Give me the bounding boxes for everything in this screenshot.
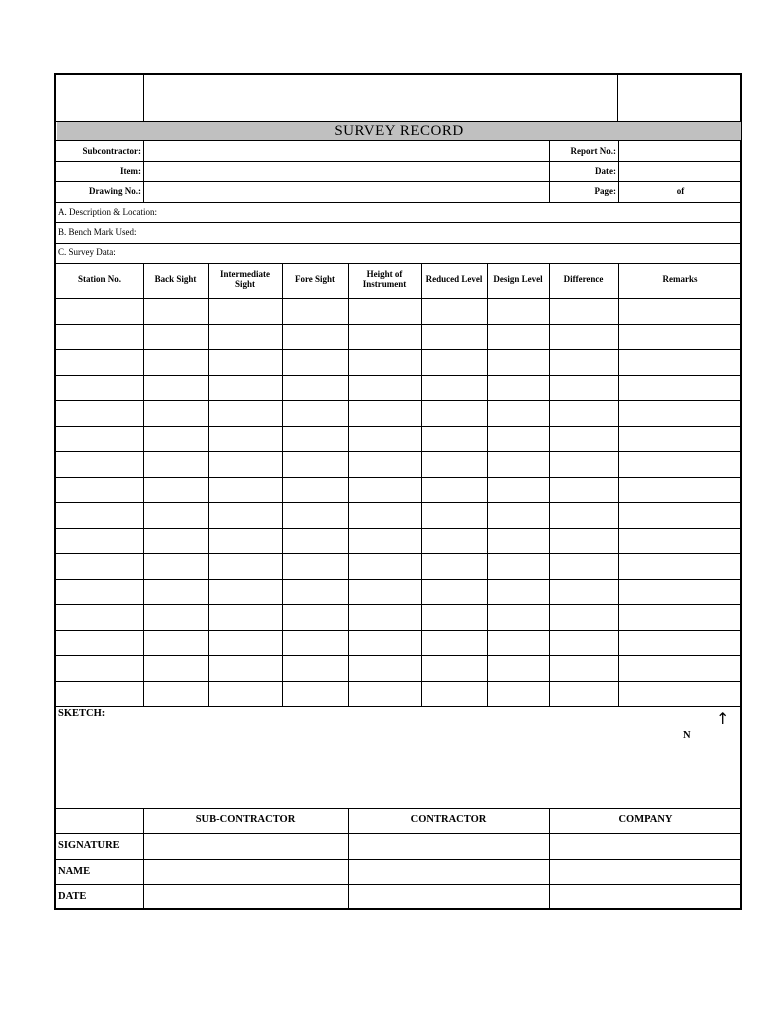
table-cell[interactable]: [144, 452, 208, 477]
table-cell[interactable]: [209, 605, 282, 630]
table-cell[interactable]: [488, 478, 549, 503]
table-cell[interactable]: [283, 401, 348, 426]
table-cell[interactable]: [283, 682, 348, 707]
table-cell[interactable]: [619, 529, 742, 554]
table-cell[interactable]: [422, 478, 487, 503]
survey-record-form: [54, 73, 742, 910]
table-cell[interactable]: [488, 325, 549, 350]
item-label: Item:: [120, 166, 141, 176]
table-cell[interactable]: [488, 452, 549, 477]
table-cell[interactable]: [488, 350, 549, 375]
table-cell[interactable]: [488, 376, 549, 401]
table-cell[interactable]: [283, 376, 348, 401]
table-cell[interactable]: [57, 631, 143, 656]
col-header-remarks: Remarks: [662, 274, 698, 284]
table-cell[interactable]: [144, 605, 208, 630]
table-cell[interactable]: [550, 376, 618, 401]
name-label: NAME: [58, 866, 91, 877]
table-cell[interactable]: [283, 299, 348, 324]
table-cell[interactable]: [283, 631, 348, 656]
table-cell[interactable]: [349, 503, 421, 528]
drawing-no-field[interactable]: [144, 182, 548, 202]
table-cell[interactable]: [57, 452, 143, 477]
header-divider-right: [617, 75, 618, 121]
form-title: SURVEY RECORD: [57, 122, 741, 140]
table-cell[interactable]: [619, 631, 742, 656]
table-cell[interactable]: [57, 682, 143, 707]
table-cell[interactable]: [619, 656, 742, 681]
col-header-fore-sight: Fore Sight: [294, 274, 336, 284]
table-cell[interactable]: [144, 325, 208, 350]
table-cell[interactable]: [349, 478, 421, 503]
table-cell[interactable]: [283, 580, 348, 605]
table-cell[interactable]: [550, 529, 618, 554]
table-cell[interactable]: [349, 529, 421, 554]
party-company: COMPANY: [618, 814, 673, 825]
table-cell[interactable]: [550, 605, 618, 630]
table-cell[interactable]: [144, 503, 208, 528]
table-cell[interactable]: [209, 376, 282, 401]
col-header-height-instrument-1: Height of: [366, 269, 403, 279]
table-cell[interactable]: [619, 682, 742, 707]
table-cell[interactable]: [144, 580, 208, 605]
col-header-design-level: Design Level: [493, 274, 543, 284]
table-cell[interactable]: [283, 503, 348, 528]
sketch-area[interactable]: [57, 723, 741, 807]
table-cell[interactable]: [422, 299, 487, 324]
table-cell[interactable]: [209, 401, 282, 426]
table-cell[interactable]: [619, 299, 742, 324]
table-cell[interactable]: [144, 631, 208, 656]
table-cell[interactable]: [349, 401, 421, 426]
table-cell[interactable]: [488, 580, 549, 605]
table-cell[interactable]: [550, 350, 618, 375]
table-cell[interactable]: [619, 580, 742, 605]
table-cell[interactable]: [144, 656, 208, 681]
table-cell[interactable]: [209, 580, 282, 605]
table-cell[interactable]: [422, 529, 487, 554]
table-cell[interactable]: [283, 478, 348, 503]
table-cell[interactable]: [619, 478, 742, 503]
row-line: [56, 222, 742, 223]
table-cell[interactable]: [349, 427, 421, 452]
date-label: Date:: [595, 166, 616, 176]
drawing-no-label: Drawing No.:: [89, 186, 141, 196]
table-cell[interactable]: [422, 401, 487, 426]
table-cell[interactable]: [422, 376, 487, 401]
table-cell[interactable]: [488, 503, 549, 528]
table-cell[interactable]: [57, 656, 143, 681]
report-no-label: Report No.:: [570, 146, 616, 156]
page-label: Page:: [594, 186, 616, 196]
col-header-intermediate-sight-2: Sight: [234, 279, 255, 289]
table-cell[interactable]: [550, 656, 618, 681]
table-cell[interactable]: [57, 299, 143, 324]
sketch-bottom-line: [56, 808, 742, 809]
table-cell[interactable]: [422, 631, 487, 656]
table-cell[interactable]: [144, 529, 208, 554]
col-header-height-instrument-2: Instrument: [362, 279, 407, 289]
description-location-label: A. Description & Location:: [58, 207, 157, 217]
table-cell[interactable]: [57, 503, 143, 528]
table-cell[interactable]: [144, 376, 208, 401]
table-cell[interactable]: [488, 529, 549, 554]
table-cell[interactable]: [57, 325, 143, 350]
col-header-difference: Difference: [563, 274, 604, 284]
row-line: [56, 859, 742, 860]
table-cell[interactable]: [619, 427, 742, 452]
row-line: [56, 202, 742, 203]
header-divider-left: [143, 75, 144, 121]
table-cell[interactable]: [619, 350, 742, 375]
page-of-text: of: [676, 186, 685, 196]
table-cell[interactable]: [550, 427, 618, 452]
north-label: N: [683, 730, 691, 741]
table-cell[interactable]: [422, 350, 487, 375]
table-cell[interactable]: [144, 478, 208, 503]
table-cell[interactable]: [57, 427, 143, 452]
col-header-reduced-level: Reduced Level: [425, 274, 483, 284]
table-cell[interactable]: [349, 631, 421, 656]
table-cell[interactable]: [349, 682, 421, 707]
table-cell[interactable]: [209, 503, 282, 528]
table-cell[interactable]: [57, 529, 143, 554]
table-cell[interactable]: [619, 401, 742, 426]
signature-label: SIGNATURE: [58, 840, 120, 851]
table-cell[interactable]: [283, 325, 348, 350]
row-line: [56, 243, 742, 244]
table-cell[interactable]: [209, 452, 282, 477]
table-cell[interactable]: [422, 452, 487, 477]
table-cell[interactable]: [488, 427, 549, 452]
table-cell[interactable]: [57, 350, 143, 375]
table-cell[interactable]: [209, 682, 282, 707]
table-cell[interactable]: [209, 350, 282, 375]
table-cell[interactable]: [57, 554, 143, 579]
subcontractor-label: Subcontractor:: [82, 146, 141, 156]
survey-data-table: [56, 263, 742, 706]
table-cell[interactable]: [619, 376, 742, 401]
table-cell[interactable]: [209, 478, 282, 503]
table-cell[interactable]: [550, 631, 618, 656]
col-header-intermediate-sight-1: Intermediate: [220, 269, 270, 279]
table-cell[interactable]: [488, 554, 549, 579]
table-cell[interactable]: [349, 605, 421, 630]
table-cell[interactable]: [422, 554, 487, 579]
table-cell[interactable]: [619, 605, 742, 630]
report-no-field[interactable]: [619, 141, 742, 161]
table-cell[interactable]: [349, 554, 421, 579]
table-cell[interactable]: [488, 605, 549, 630]
table-cell[interactable]: [349, 452, 421, 477]
table-cell[interactable]: [619, 554, 742, 579]
col-header-station: Station No.: [77, 274, 121, 284]
table-cell[interactable]: [550, 478, 618, 503]
table-cell[interactable]: [209, 529, 282, 554]
table-cell[interactable]: [422, 427, 487, 452]
table-cell[interactable]: [57, 605, 143, 630]
party-sub-contractor: SUB-CONTRACTOR: [195, 814, 296, 825]
table-cell[interactable]: [283, 427, 348, 452]
table-cell[interactable]: [144, 682, 208, 707]
table-cell[interactable]: [57, 376, 143, 401]
table-cell[interactable]: [209, 631, 282, 656]
table-cell[interactable]: [422, 325, 487, 350]
table-cell[interactable]: [144, 401, 208, 426]
table-cell[interactable]: [349, 325, 421, 350]
table-cell[interactable]: [488, 631, 549, 656]
table-cell[interactable]: [57, 580, 143, 605]
table-cell[interactable]: [422, 682, 487, 707]
table-cell[interactable]: [283, 350, 348, 375]
table-cell[interactable]: [209, 299, 282, 324]
table-cell[interactable]: [283, 605, 348, 630]
table-cell[interactable]: [550, 325, 618, 350]
table-cell[interactable]: [283, 529, 348, 554]
north-arrow-icon: ↑: [716, 709, 730, 728]
table-cell[interactable]: [550, 299, 618, 324]
sketch-top-line: [56, 706, 742, 707]
table-cell[interactable]: [550, 554, 618, 579]
table-cell[interactable]: [144, 299, 208, 324]
table-cell[interactable]: [349, 350, 421, 375]
table-cell[interactable]: [488, 656, 549, 681]
table-cell[interactable]: [550, 401, 618, 426]
bench-mark-label: B. Bench Mark Used:: [58, 227, 137, 237]
table-cell[interactable]: [57, 401, 143, 426]
table-cell[interactable]: [619, 503, 742, 528]
table-cell[interactable]: [488, 401, 549, 426]
sketch-label: SKETCH:: [58, 708, 106, 719]
table-cell[interactable]: [550, 682, 618, 707]
table-cell[interactable]: [488, 299, 549, 324]
table-cell[interactable]: [619, 452, 742, 477]
table-cell[interactable]: [422, 580, 487, 605]
date-row-label: DATE: [58, 891, 87, 902]
table-cell[interactable]: [550, 580, 618, 605]
subcontractor-field[interactable]: [144, 141, 548, 161]
table-cell[interactable]: [550, 503, 618, 528]
table-cell[interactable]: [144, 554, 208, 579]
table-cell[interactable]: [57, 478, 143, 503]
party-contractor: CONTRACTOR: [410, 814, 487, 825]
col-header-back-sight: Back Sight: [154, 274, 197, 284]
item-field[interactable]: [144, 162, 548, 181]
table-cell[interactable]: [283, 554, 348, 579]
table-cell[interactable]: [422, 503, 487, 528]
table-cell[interactable]: [209, 554, 282, 579]
table-cell[interactable]: [283, 452, 348, 477]
table-cell[interactable]: [422, 656, 487, 681]
date-field[interactable]: [619, 162, 742, 181]
survey-data-label: C. Survey Data:: [58, 247, 116, 257]
table-cell[interactable]: [209, 427, 282, 452]
table-cell[interactable]: [349, 299, 421, 324]
table-cell[interactable]: [619, 325, 742, 350]
table-cell[interactable]: [209, 656, 282, 681]
table-cell[interactable]: [144, 350, 208, 375]
table-cell[interactable]: [144, 427, 208, 452]
row-line: [56, 833, 742, 834]
table-cell[interactable]: [550, 452, 618, 477]
table-cell[interactable]: [283, 656, 348, 681]
table-cell[interactable]: [422, 605, 487, 630]
table-cell[interactable]: [349, 656, 421, 681]
table-cell[interactable]: [488, 682, 549, 707]
table-cell[interactable]: [349, 376, 421, 401]
table-cell[interactable]: [349, 580, 421, 605]
table-cell[interactable]: [209, 325, 282, 350]
row-line: [56, 884, 742, 885]
